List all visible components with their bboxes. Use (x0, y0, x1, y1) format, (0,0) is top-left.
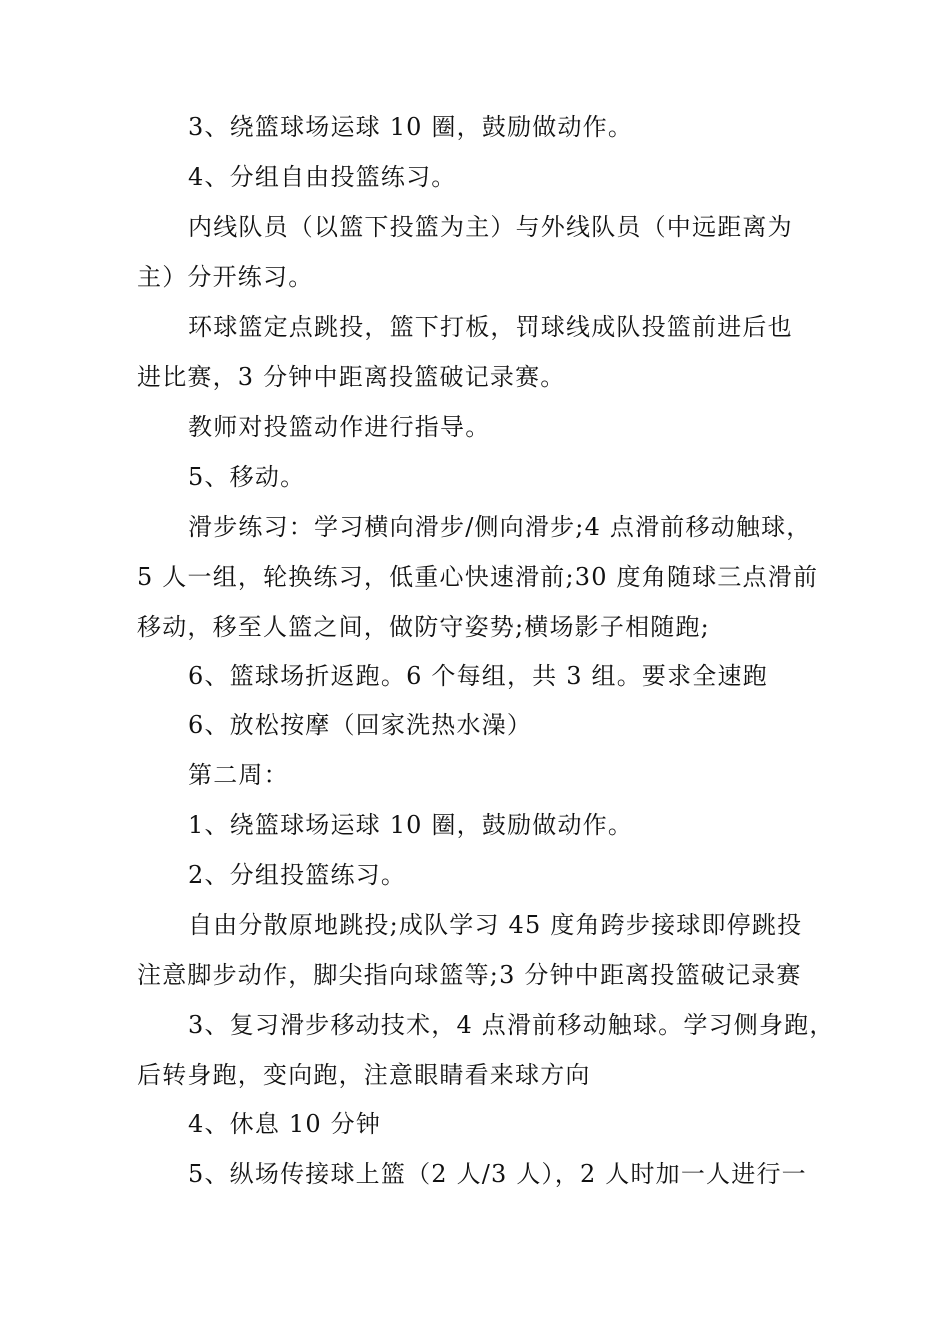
text-line-13: 6、放松按摩（回家洗热水澡） (188, 711, 533, 739)
text-line-14: 第二周： (188, 761, 289, 789)
text-line-21: 4、休息 10 分钟 (188, 1110, 382, 1138)
text-line-18: 注意脚步动作，脚尖指向球篮等;3 分钟中距离投篮破记录赛 (137, 961, 802, 989)
text-line-11: 移动，移至人篮之间，做防守姿势;横场影子相随跑; (137, 613, 710, 641)
text-line-15: 1、绕篮球场运球 10 圈，鼓励做动作。 (188, 811, 634, 839)
text-line-16: 2、分组投篮练习。 (188, 861, 407, 889)
text-line-10: 5 人一组，轮换练习，低重心快速滑前;30 度角随球三点滑前 (137, 563, 819, 591)
text-line-19: 3、复习滑步移动技术，4 点滑前移动触球。学习侧身跑， (188, 1011, 835, 1039)
text-line-7: 教师对投篮动作进行指导。 (188, 413, 491, 441)
text-line-1: 3、绕篮球场运球 10 圈，鼓励做动作。 (188, 113, 634, 141)
text-line-17: 自由分散原地跳投;成队学习 45 度角跨步接球即停跳投 (188, 911, 803, 939)
text-line-9: 滑步练习：学习横向滑步/侧向滑步;4 点滑前移动触球， (188, 513, 812, 541)
text-line-3: 内线队员（以篮下投篮为主）与外线队员（中远距离为 (188, 213, 793, 241)
text-line-2: 4、分组自由投篮练习。 (188, 163, 457, 191)
text-line-4: 主）分开练习。 (137, 263, 314, 291)
text-line-6: 进比赛，3 分钟中距离投篮破记录赛。 (137, 363, 566, 391)
text-line-12: 6、篮球场折返跑。6 个每组，共 3 组。要求全速跑 (188, 662, 768, 690)
text-line-20: 后转身跑，变向跑，注意眼睛看来球方向 (137, 1061, 591, 1089)
text-line-5: 环球篮定点跳投，篮下打板，罚球线成队投篮前进后也 (188, 313, 793, 341)
text-line-22: 5、纵场传接球上篮（2 人/3 人），2 人时加一人进行一 (188, 1160, 807, 1188)
text-line-8: 5、移动。 (188, 463, 306, 491)
